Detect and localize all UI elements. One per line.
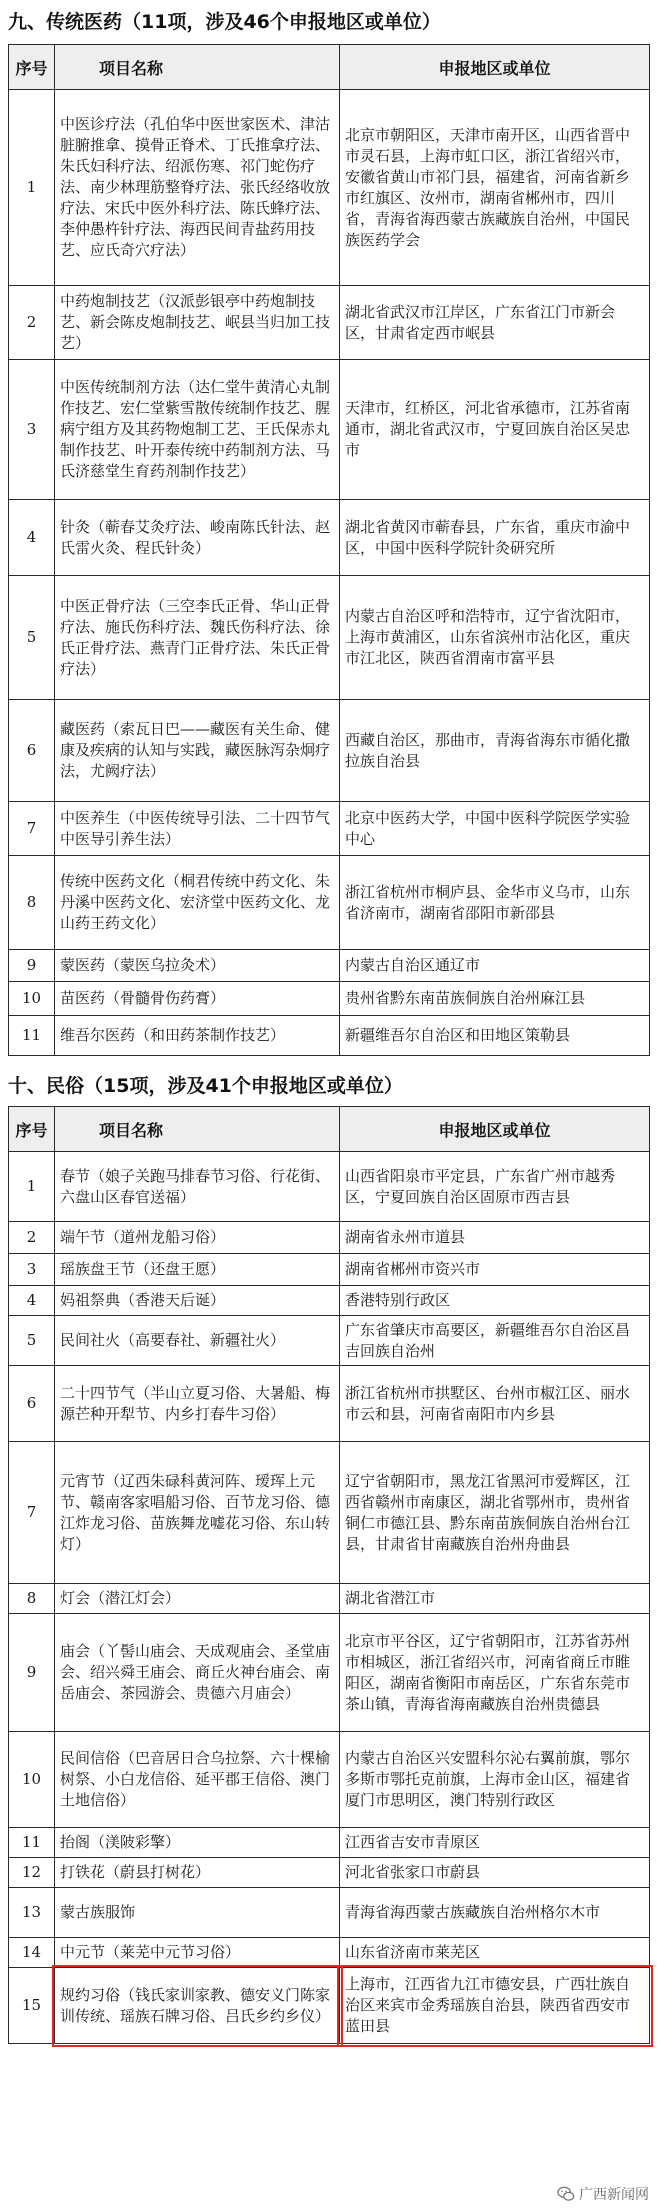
table-row (9, 1938, 650, 1968)
row-name: 打铁花（蔚县打树花） (55, 1858, 340, 1888)
section10-table (8, 1106, 650, 2044)
wechat-icon (557, 2185, 575, 2203)
row-name: 灯会（潜江灯会） (55, 1584, 340, 1614)
row-num: 3 (9, 360, 55, 500)
row-name: 苗医药（骨髓骨伤药膏） (55, 982, 340, 1016)
table-header-row (9, 1107, 650, 1152)
header-name: 项目名称 (55, 45, 340, 90)
watermark-text: 广西新闻网 (579, 2187, 649, 2203)
row-name: 中医传统制剂方法（达仁堂牛黄清心丸制作技艺、宏仁堂紫雪散传统制作技艺、腥病宁组方及其药物炮制工艺、王氏保赤丸制作技艺、叶开泰传统中药制剂方法、马氏济慈堂生育药剂制作技艺） (55, 360, 340, 500)
row-region: 山西省阳泉市平定县，广东省广州市越秀区，宁夏回族自治区固原市西吉县 (340, 1152, 650, 1222)
row-name: 中元节（莱芜中元节习俗） (55, 1938, 340, 1968)
table-row (9, 1222, 650, 1254)
row-region: 贵州省黔东南苗族侗族自治州麻江县 (340, 982, 650, 1016)
row-name: 元宵节（辽西朱碌科黄河阵、瑷珲上元节、赣南客家唱船习俗、百节龙习俗、德江炸龙习俗、苗族舞龙嘘花习俗、东山转灯） (55, 1442, 340, 1584)
row-num: 11 (9, 1016, 55, 1056)
table-row (9, 576, 650, 700)
table-row (9, 1016, 650, 1056)
table-row (9, 1254, 650, 1286)
table-header-row (9, 45, 650, 90)
table-row (9, 802, 650, 856)
row-region: 浙江省杭州市拱墅区、台州市椒江区、丽水市云和县，河南省南阳市内乡县 (340, 1366, 650, 1442)
watermark (557, 2184, 649, 2204)
table-row (9, 1152, 650, 1222)
table-row (9, 950, 650, 982)
row-num: 4 (9, 500, 55, 576)
row-num: 1 (9, 90, 55, 286)
row-name: 针灸（蕲春艾灸疗法、峻南陈氏针法、赵氏雷火灸、程氏针灸） (55, 500, 340, 576)
row-name: 民间社火（高要春社、新疆社火） (55, 1316, 340, 1366)
row-num: 4 (9, 1286, 55, 1316)
row-num: 7 (9, 802, 55, 856)
row-region: 西藏自治区，那曲市，青海省海东市循化撒拉族自治县 (340, 700, 650, 802)
row-name-highlighted: 规约习俗（钱氏家训家教、德安义门陈家训传统、瑶族石牌习俗、吕氏乡约乡仪） (55, 1968, 340, 2044)
row-num: 8 (9, 1584, 55, 1614)
row-name: 传统中医药文化（桐君传统中药文化、朱丹溪中医药文化、宏济堂中医药文化、龙山药王药文化） (55, 856, 340, 950)
section9-title: 九、传统医药（11项，涉及46个申报地区或单位） (8, 11, 441, 33)
table-row (9, 360, 650, 500)
row-num: 12 (9, 1858, 55, 1888)
row-name: 中医正骨疗法（三空李氏正骨、华山正骨疗法、施氏伤科疗法、魏氏伤科疗法、徐氏正骨疗法、燕青门正骨疗法、朱氏正骨疗法） (55, 576, 340, 700)
table-row (9, 1442, 650, 1584)
table-row (9, 1828, 650, 1858)
header-region: 申报地区或单位 (340, 45, 650, 90)
table-row (9, 1968, 650, 2044)
table-row (9, 1888, 650, 1938)
row-region: 湖南省永州市道县 (340, 1222, 650, 1254)
row-num: 2 (9, 286, 55, 360)
row-name: 蒙医药（蒙医乌拉灸术） (55, 950, 340, 982)
row-region: 浙江省杭州市桐庐县、金华市义乌市，山东省济南市，湖南省邵阳市新邵县 (340, 856, 650, 950)
row-num: 6 (9, 1366, 55, 1442)
row-num: 11 (9, 1828, 55, 1858)
row-name: 瑶族盘王节（还盘王愿） (55, 1254, 340, 1286)
row-num: 15 (9, 1968, 55, 2044)
table-row (9, 1366, 650, 1442)
row-num: 10 (9, 1732, 55, 1828)
row-num: 5 (9, 576, 55, 700)
table-row (9, 1614, 650, 1732)
section9-table (8, 44, 650, 1056)
row-region: 湖北省潜江市 (340, 1584, 650, 1614)
table-row (9, 856, 650, 950)
row-name: 端午节（道州龙船习俗） (55, 1222, 340, 1254)
row-num: 9 (9, 950, 55, 982)
row-name: 妈祖祭典（香港天后诞） (55, 1286, 340, 1316)
row-region: 湖北省武汉市江岸区，广东省江门市新会区，甘肃省定西市岷县 (340, 286, 650, 360)
row-region: 山东省济南市莱芜区 (340, 1938, 650, 1968)
row-num: 8 (9, 856, 55, 950)
row-num: 6 (9, 700, 55, 802)
row-num: 1 (9, 1152, 55, 1222)
row-name: 抬阁（渼陂彩擎） (55, 1828, 340, 1858)
row-name: 中药炮制技艺（汉派彭银亭中药炮制技艺、新会陈皮炮制技艺、岷县当归加工技艺） (55, 286, 340, 360)
row-region: 新疆维吾尔自治区和田地区策勒县 (340, 1016, 650, 1056)
row-num: 13 (9, 1888, 55, 1938)
row-region: 天津市，红桥区，河北省承德市，江苏省南通市，湖北省武汉市，宁夏回族自治区吴忠市 (340, 360, 650, 500)
row-name: 中医诊疗法（孔伯华中医世家医术、津沽脏腑推拿、摸骨正脊术、丁氏推拿疗法、朱氏妇科疗法、绍派伤寒、祁门蛇伤疗法、南少林理筋整脊疗法、张氏经络收放疗法、宋氏中医外科疗法、陈氏蜂疗法、李仲愚杵针疗法、海西民间青盐药用技艺、应氏奇穴疗法） (55, 90, 340, 286)
row-region: 湖南省郴州市资兴市 (340, 1254, 650, 1286)
row-num: 14 (9, 1938, 55, 1968)
table-row (9, 90, 650, 286)
row-region: 江西省吉安市青原区 (340, 1828, 650, 1858)
row-name: 中医养生（中医传统导引法、二十四节气中医导引养生法） (55, 802, 340, 856)
row-region: 北京市朝阳区，天津市南开区，山西省晋中市灵石县，上海市虹口区，浙江省绍兴市，安徽省黄山市祁门县，福建省，河南省新乡市红旗区、汝州市，湖南省郴州市，四川省，青海省海西蒙古族藏族自治州，中国民族医药学会 (340, 90, 650, 286)
row-num: 3 (9, 1254, 55, 1286)
row-num: 5 (9, 1316, 55, 1366)
row-name: 庙会（丫髻山庙会、天成观庙会、圣堂庙会、绍兴舜王庙会、商丘火神台庙会、南岳庙会、茶园游会、贵德六月庙会） (55, 1614, 340, 1732)
table-row (9, 1286, 650, 1316)
table-row (9, 1858, 650, 1888)
row-region: 辽宁省朝阳市，黑龙江省黑河市爱辉区，江西省赣州市南康区，湖北省鄂州市，贵州省铜仁市德江县、黔东南苗族侗族自治州台江县，甘肃省甘南藏族自治州舟曲县 (340, 1442, 650, 1584)
table-row (9, 700, 650, 802)
row-name: 蒙古族服饰 (55, 1888, 340, 1938)
table-row (9, 286, 650, 360)
table-row (9, 1732, 650, 1828)
row-region: 湖北省黄冈市蕲春县，广东省，重庆市渝中区，中国中医科学院针灸研究所 (340, 500, 650, 576)
row-num: 10 (9, 982, 55, 1016)
row-region: 内蒙古自治区呼和浩特市，辽宁省沈阳市，上海市黄浦区，山东省滨州市沾化区，重庆市江北区，陕西省渭南市富平县 (340, 576, 650, 700)
header-num: 序号 (9, 1107, 55, 1152)
row-name: 民间信俗（巴音居日合乌拉祭、六十棵榆树祭、小白龙信俗、延平郡王信俗、澳门土地信俗） (55, 1732, 340, 1828)
row-region: 内蒙古自治区通辽市 (340, 950, 650, 982)
row-region: 北京市平谷区，辽宁省朝阳市，江苏省苏州市相城区，浙江省绍兴市，河南省商丘市睢阳区，湖南省衡阳市南岳区，广东省东莞市茶山镇，青海省海南藏族自治州贵德县 (340, 1614, 650, 1732)
row-num: 7 (9, 1442, 55, 1584)
row-num: 2 (9, 1222, 55, 1254)
table-row (9, 500, 650, 576)
row-region: 香港特别行政区 (340, 1286, 650, 1316)
row-region: 广东省肇庆市高要区，新疆维吾尔自治区昌吉回族自治州 (340, 1316, 650, 1366)
section10-title: 十、民俗（15项，涉及41个申报地区或单位） (8, 1075, 403, 1097)
table-row (9, 1316, 650, 1366)
table-row (9, 1584, 650, 1614)
row-region: 北京中医药大学，中国中医科学院医学实验中心 (340, 802, 650, 856)
row-num: 9 (9, 1614, 55, 1732)
row-region: 青海省海西蒙古族藏族自治州格尔木市 (340, 1888, 650, 1938)
row-region-highlighted: 上海市，江西省九江市德安县，广西壮族自治区来宾市金秀瑶族自治县，陕西省西安市蓝田县 (340, 1968, 650, 2044)
row-name: 二十四节气（半山立夏习俗、大暑船、梅源芒种开犁节、内乡打春牛习俗） (55, 1366, 340, 1442)
row-name: 春节（娘子关跑马排春节习俗、行花街、六盘山区春官送福） (55, 1152, 340, 1222)
row-name: 维吾尔医药（和田药茶制作技艺） (55, 1016, 340, 1056)
row-region: 河北省张家口市蔚县 (340, 1858, 650, 1888)
table-row (9, 982, 650, 1016)
header-name: 项目名称 (55, 1107, 340, 1152)
header-num: 序号 (9, 45, 55, 90)
header-region: 申报地区或单位 (340, 1107, 650, 1152)
row-name: 藏医药（索瓦日巴——藏医有关生命、健康及疾病的认知与实践，藏医脉泻杂炯疗法，尤阙疗法） (55, 700, 340, 802)
row-region: 内蒙古自治区兴安盟科尔沁右翼前旗，鄂尔多斯市鄂托克前旗，上海市金山区，福建省厦门市思明区，澳门特别行政区 (340, 1732, 650, 1828)
